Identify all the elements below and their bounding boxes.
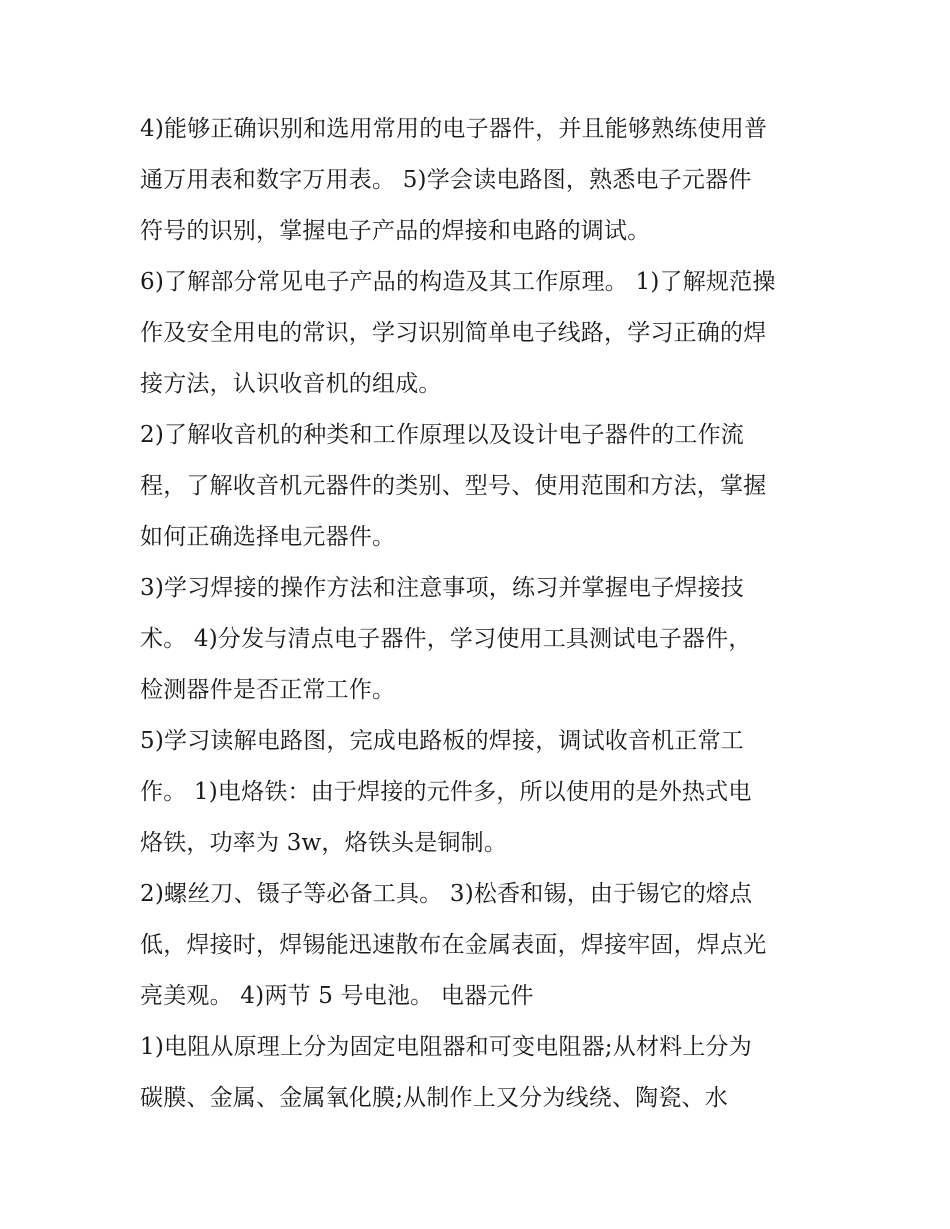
- text-line: 接方法，认识收音机的组成。: [140, 371, 442, 397]
- paragraph-7: [140, 1022, 820, 1124]
- paragraph-2: [140, 257, 820, 410]
- document-body: [140, 104, 820, 1124]
- paragraph-3: [140, 410, 820, 563]
- text-line: 通万用表和数字万用表。 5)学会读电路图，熟悉电子元器件: [140, 167, 752, 193]
- text-line: 程，了解收音机元器件的类别、型号、使用范围和方法，掌握: [140, 473, 767, 499]
- text-line: 2)螺丝刀、镊子等必备工具。 3)松香和锡，由于锡它的熔点: [140, 881, 753, 907]
- paragraph-4: [140, 563, 820, 716]
- text-line: 检测器件是否正常工作。: [140, 677, 396, 703]
- paragraph-1: [140, 104, 820, 257]
- text-line: 4)能够正确识别和选用常用的电子器件，并且能够熟练使用普: [140, 116, 768, 142]
- text-line: 3)学习焊接的操作方法和注意事项，练习并掌握电子焊接技: [140, 575, 745, 601]
- text-line: 1)电阻从原理上分为固定电阻器和可变电阻器;从材料上分为: [140, 1034, 752, 1060]
- text-line: 作及安全用电的常识，学习识别简单电子线路，学习正确的焊: [140, 320, 767, 346]
- text-line: 术。 4)分发与清点电子器件，学习使用工具测试电子器件，: [140, 626, 752, 652]
- text-line: 低，焊接时，焊锡能迅速散布在金属表面，焊接牢固，焊点光: [140, 932, 767, 958]
- text-line: 如何正确选择电元器件。: [140, 524, 396, 550]
- paragraph-5: [140, 716, 820, 869]
- text-line: 2)了解收音机的种类和工作原理以及设计电子器件的工作流: [140, 422, 745, 448]
- text-line: 5)学习读解电路图，完成电路板的焊接，调试收音机正常工: [140, 728, 745, 754]
- text-line: 6)了解部分常见电子产品的构造及其工作原理。 1)了解规范操: [140, 269, 776, 295]
- text-line: 烙铁，功率为 3w，烙铁头是铜制。: [140, 830, 508, 856]
- text-line: 作。 1)电烙铁：由于焊接的元件多，所以使用的是外热式电: [140, 779, 752, 805]
- text-line: 符号的识别，掌握电子产品的焊接和电路的调试。: [140, 218, 651, 244]
- text-line: 亮美观。 4)两节 5 号电池。 电器元件: [140, 983, 534, 1009]
- text-line: 碳膜、金属、金属氧化膜;从制作上又分为线绕、陶瓷、水: [140, 1085, 728, 1111]
- paragraph-6: [140, 869, 820, 1022]
